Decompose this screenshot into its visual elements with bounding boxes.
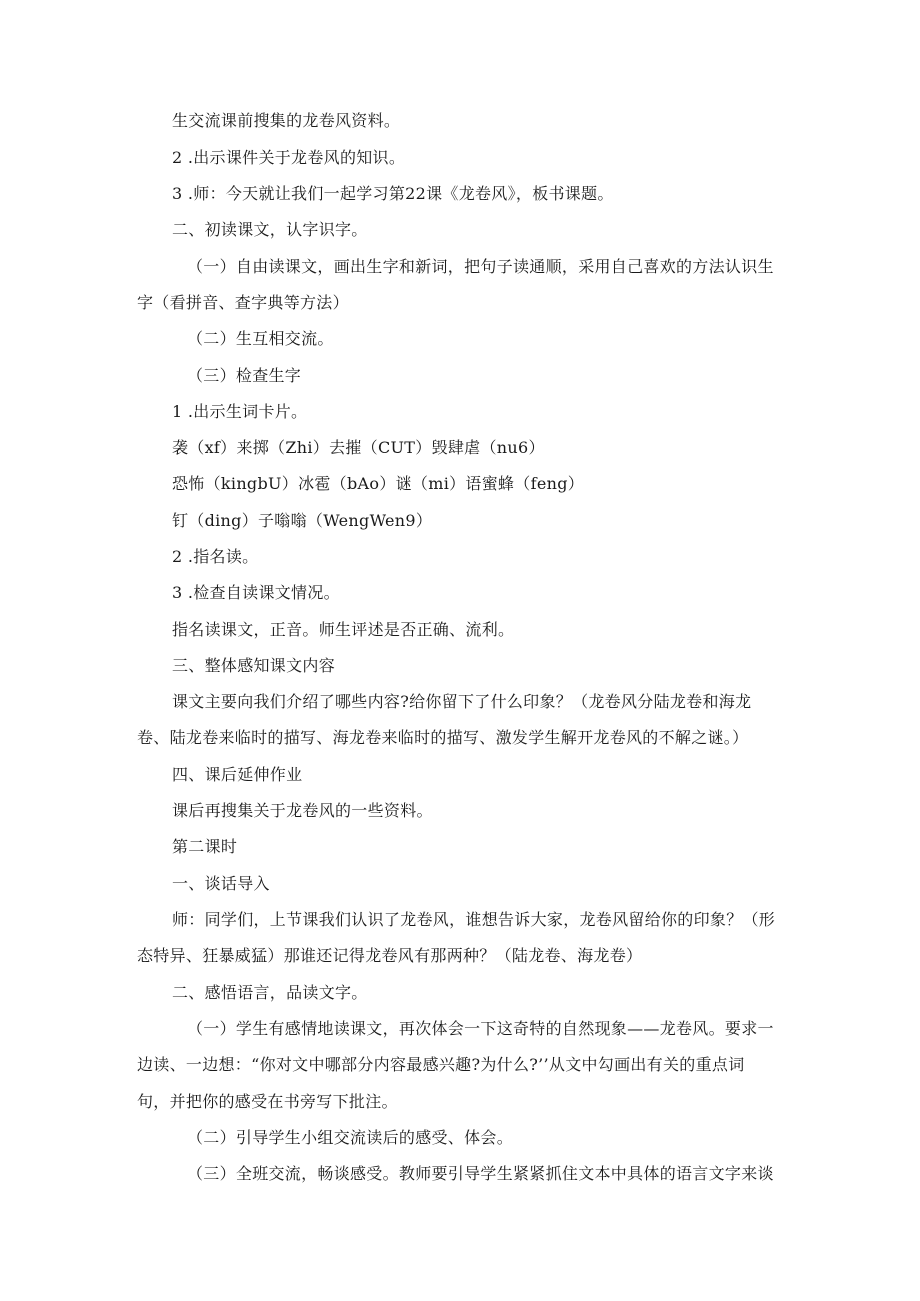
text-line: 态特异、狂暴威猛）那谁还记得龙卷风有那两种？（陆龙卷、海龙卷） [137,946,643,965]
text-line: 生交流课前搜集的龙卷风资料。 [172,111,401,130]
text-line: （二）生互相交流。 [187,329,334,348]
text-line: 2 .出示课件关于龙卷风的知识。 [172,148,406,167]
text-line: 课文主要向我们介绍了哪些内容?给你留下了什么印象？（龙卷风分陆龙卷和海龙 [172,692,752,711]
text-line: 3 .检查自读课文情况。 [172,583,340,602]
text-line: 指名读课文，正音。师生评述是否正确、流利。 [172,620,515,639]
text-line: 1 .出示生词卡片。 [172,402,308,421]
text-line: （三）检查生字 [187,366,302,385]
section-heading: 四、课后延伸作业 [172,765,303,784]
text-line: 2 .指名读。 [172,547,259,566]
text-line: 边读、一边想：“你对文中哪部分内容最感兴趣?为什么?’’从文中勾画出有关的重点词 [137,1055,745,1074]
text-line: （一）学生有感情地读课文，再次体会一下这奇特的自然现象——龙卷风。要求一 [187,1019,774,1038]
section-heading: 一、谈话导入 [172,874,270,893]
section-heading: 三、整体感知课文内容 [172,656,336,675]
vocab-line: 钉（ding）子嗡嗡（WengWen9） [172,511,433,530]
vocab-line: 袭（xf）来掷（Zhi）去摧（CUT）毁肆虐（nu6） [172,438,545,457]
text-line: （一）自由读课文，画出生字和新词，把句子读通顺，采用自己喜欢的方法认识生 [187,257,774,276]
text-line: 师：同学们，上节课我们认识了龙卷风，谁想告诉大家，龙卷风留给你的印象？（形 [172,910,776,929]
section-heading: 二、初读课文，认字识字。 [172,220,368,239]
text-line: （二）引导学生小组交流读后的感受、体会。 [187,1128,514,1147]
text-line: 句，并把你的感受在书旁写下批注。 [137,1092,398,1111]
section-heading: 二、感悟语言，品读文字。 [172,983,368,1002]
vocab-line: 恐怖（kingbU）冰雹（bAo）谜（mi）语蜜蜂（feng） [172,474,585,493]
text-line: 卷、陆龙卷来临时的描写、海龙卷来临时的描写、激发学生解开龙卷风的不解之谜。） [137,728,749,747]
text-line: 课后再搜集关于龙卷风的一些资料。 [172,801,433,820]
text-line: 字（看拼音、查字典等方法） [137,293,349,312]
section-heading: 第二课时 [172,837,238,856]
text-line: 3 .师：今天就让我们一起学习第22课《龙卷风》，板书课题。 [172,184,614,203]
text-line: （三）全班交流，畅谈感受。教师要引导学生紧紧抓住文本中具体的语言文字来谈 [187,1164,774,1183]
